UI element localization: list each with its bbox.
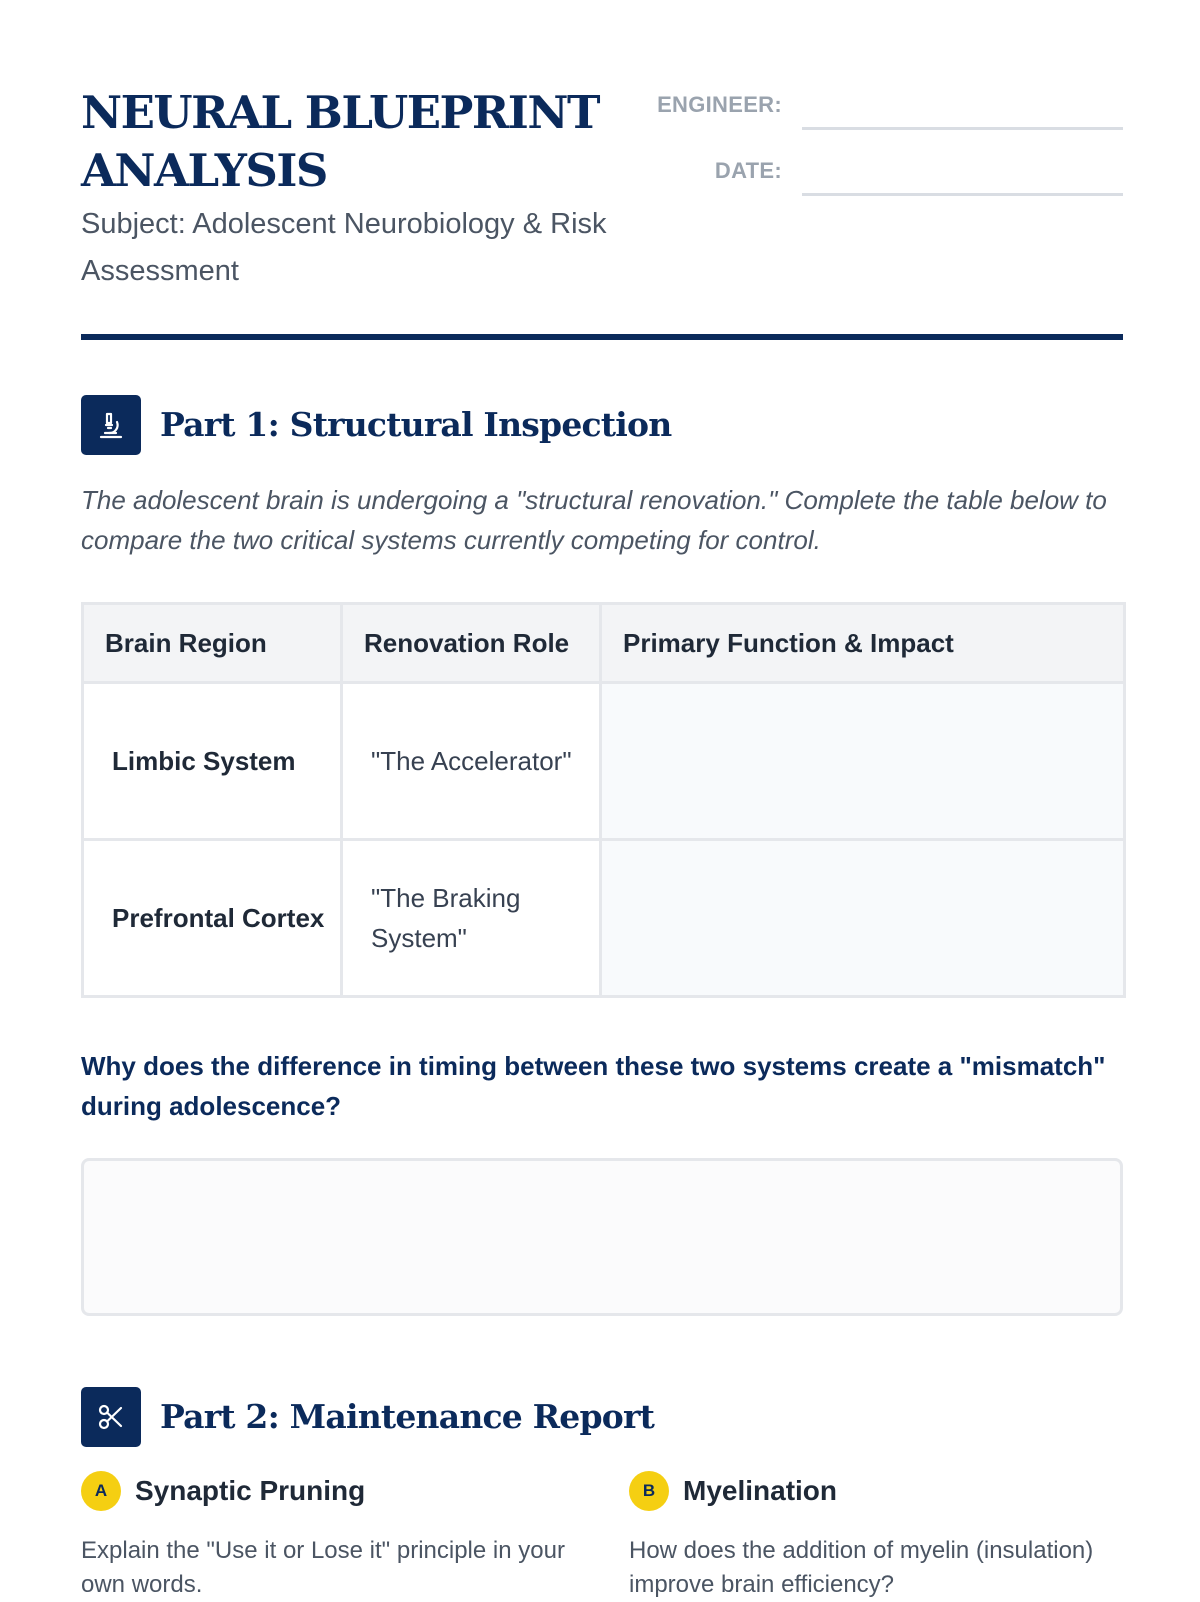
table-row	[83, 840, 1125, 997]
badge-a: A	[81, 1471, 121, 1511]
badge-b: B	[629, 1471, 669, 1511]
region-cell: Limbic System	[83, 683, 342, 840]
role-cell: "The Braking System"	[342, 840, 601, 997]
region-cell: Prefrontal Cortex	[83, 840, 342, 997]
date-field[interactable]	[802, 193, 1123, 196]
pruning-prompt: Explain the "Use it or Lose it" principle in your own words.	[81, 1537, 565, 1598]
part2-title: Part 2: Maintenance Report	[160, 1397, 655, 1436]
part1-intro: The adolescent brain is undergoing a "structural renovation." Complete the table below to compare the two critical systems currently competing for control.	[81, 485, 1107, 555]
function-answer-cell[interactable]	[601, 683, 1125, 840]
pruning-heading	[81, 1470, 581, 1510]
microscope-icon	[81, 395, 141, 455]
myelination-title: Myelination	[683, 1475, 838, 1506]
subject-line: Subject: Adolescent Neurobiology & Risk Assessment	[81, 208, 607, 287]
engineer-field[interactable]	[802, 127, 1123, 130]
mismatch-question: Why does the difference in timing between these two systems create a "mismatch" during adolescence?	[81, 1051, 1106, 1121]
mismatch-answer-box[interactable]	[81, 1158, 1123, 1316]
date-label: DATE:	[714, 158, 782, 183]
pruning-title: Synaptic Pruning	[135, 1475, 366, 1506]
function-answer-cell[interactable]	[601, 840, 1125, 997]
myelination-prompt: How does the addition of myelin (insulation) improve brain efficiency?	[629, 1537, 1094, 1598]
header-divider	[81, 334, 1123, 340]
engineer-row	[0, 92, 1200, 132]
scissors-icon	[81, 1387, 141, 1447]
date-row	[0, 158, 1200, 198]
column-header: Brain Region	[83, 604, 342, 683]
brain-region-table	[81, 602, 1126, 998]
role-cell: "The Accelerator"	[342, 683, 601, 840]
myelination-heading	[629, 1470, 1129, 1510]
engineer-label: ENGINEER:	[657, 92, 782, 117]
column-header: Primary Function & Impact	[601, 604, 1125, 683]
table-header-row	[83, 604, 1125, 683]
table-row	[83, 683, 1125, 840]
part1-title: Part 1: Structural Inspection	[160, 405, 672, 444]
page-title: NEURAL BLUEPRINT ANALYSIS	[81, 86, 599, 197]
column-header: Renovation Role	[342, 604, 601, 683]
